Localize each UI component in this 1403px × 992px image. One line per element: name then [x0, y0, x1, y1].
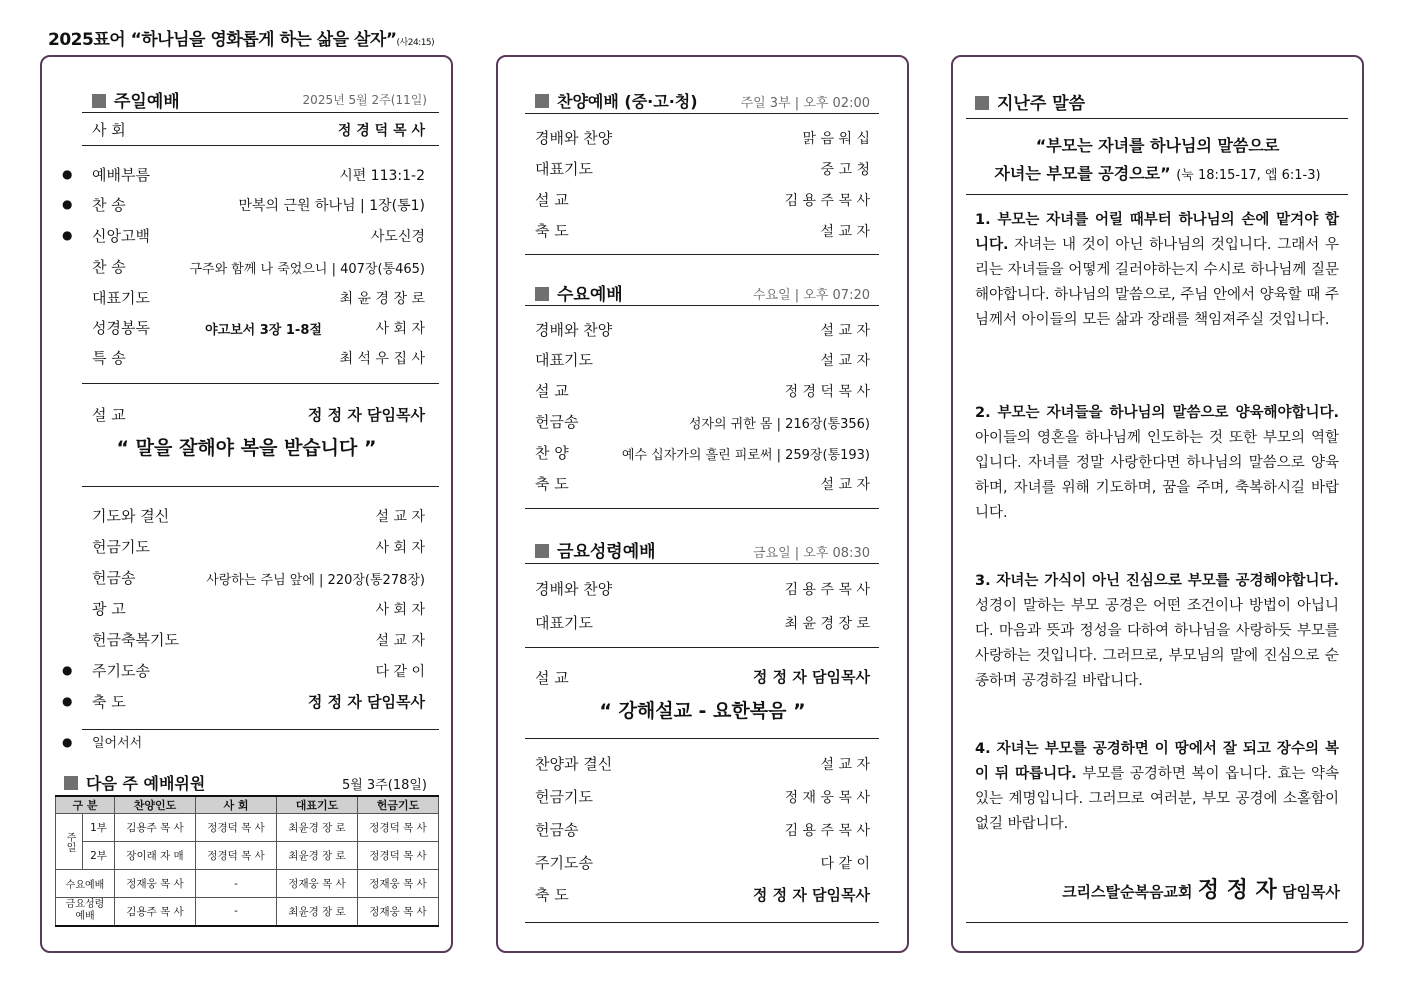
preacher: 정 정 자 담임목사 [752, 668, 870, 686]
order-label: 예배부름 [92, 166, 150, 184]
sermon-title: “ 강해설교 - 요한복음 ” [599, 700, 806, 722]
divider [525, 738, 879, 739]
order-label: 헌금송 [535, 413, 579, 431]
bullet-icon: ● [62, 735, 73, 749]
friday-service-time: 금요일 | 오후 08:30 [752, 546, 870, 561]
divider [525, 254, 879, 255]
order-value: 설 교 자 [820, 323, 870, 339]
column-header: 헌금기도 [358, 796, 439, 814]
order-value: 설 교 자 [375, 633, 425, 649]
weekday-services-panel [496, 55, 909, 953]
order-value: 사 회 자 [375, 321, 425, 337]
table-cell: 정재웅 목 사 [277, 870, 358, 898]
order-value: 설 교 자 [820, 477, 870, 493]
order-value: 김 용 주 목 사 [784, 823, 870, 839]
table-cell: 김용주 목 사 [115, 898, 196, 926]
divider [525, 647, 879, 648]
bullet-icon: ● [62, 663, 73, 677]
order-label: 대표기도 [535, 614, 593, 632]
bullet-icon: ● [62, 694, 73, 708]
title-reference: (사24:15) [396, 38, 435, 48]
order-label: 축 도 [535, 222, 569, 240]
divider [525, 563, 879, 564]
scripture-reference: (눅 18:15-17, 엡 6:1-3) [1176, 168, 1321, 183]
page-title: 2025표어 “하나님을 영화롭게 하는 삶을 살자”(사24:15) [48, 30, 435, 50]
order-label: 찬 양 [535, 444, 569, 462]
last-week-title: 지난주 말씀 [975, 89, 1085, 114]
order-label: 축 도 [535, 886, 569, 904]
order-label: 설 교 [535, 191, 569, 209]
sermon-point: 1. 부모는 자녀를 어릴 때부터 하나님의 손에 맡겨야 합니다. 자녀는 내 것이 아닌 하나님의 것입니다. 그래서 우리는 자녀들을 어떻게 길러야하는지 수시로 하나님께 질문해야합니다. 하나님의 말씀으로, 주님 안에서 양육할 때 주님께서 아이들의 모든 삶과 장래를 책임져주실 것입니다. [975, 212, 1339, 328]
table-cell: 정경덕 목 사 [196, 842, 277, 870]
square-bullet-icon [535, 544, 549, 558]
last-week-sermon-panel [951, 55, 1364, 953]
order-label: 헌금송 [535, 821, 579, 839]
divider [525, 113, 879, 114]
table-cell: 2부 [83, 842, 115, 870]
pastor-name: 정 정 자 [1197, 878, 1277, 903]
signature [1062, 873, 1340, 904]
order-value: 설 교 자 [375, 509, 425, 525]
table-row [56, 842, 439, 870]
youth-service-time: 주일 3부 | 오후 02:00 [740, 96, 870, 111]
divider [525, 922, 879, 923]
table-cell: - [196, 870, 277, 898]
divider [966, 118, 1348, 119]
column-header: 대표기도 [277, 796, 358, 814]
table-cell: 정재웅 목 사 [115, 870, 196, 898]
order-label: 설 교 [535, 382, 569, 400]
table-cell: 장이래 자 매 [115, 842, 196, 870]
divider [966, 922, 1348, 923]
order-label: 신앙고백 [92, 227, 150, 245]
square-bullet-icon [64, 776, 78, 790]
next-week-title: 다음 주 예배위원 [64, 771, 205, 794]
divider [966, 194, 1348, 195]
square-bullet-icon [535, 287, 549, 301]
order-value: 정 정 자 담임목사 [752, 886, 870, 904]
sunday-date: 2025년 5월 2주(11일) [302, 93, 427, 107]
order-label: 주기도송 [92, 662, 150, 680]
standing-note: 일어서서 [92, 736, 143, 751]
sunday-group-cell: 주일 [56, 814, 83, 870]
church-name: 크리스탈순복음교회 [1062, 883, 1193, 901]
divider [82, 145, 439, 146]
order-value: 성자의 귀한 몸 | 216장(통356) [688, 417, 870, 432]
table-cell: 최윤경 장 로 [277, 814, 358, 842]
table-cell: 김용주 목 사 [115, 814, 196, 842]
table-cell: 1부 [83, 814, 115, 842]
order-value: 정 재 웅 목 사 [784, 790, 870, 806]
sermon-title: “ 말을 잘해야 복을 받습니다 ” [116, 437, 377, 459]
order-value: 사랑하는 주님 앞에 | 220장(통278장) [206, 573, 425, 588]
square-bullet-icon [92, 94, 106, 108]
order-value: 구주와 함께 나 죽었으니 | 407장(통465) [189, 262, 425, 277]
order-value: 다 같 이 [375, 664, 425, 680]
table-cell: 정경덕 목 사 [358, 814, 439, 842]
order-label: 주기도송 [535, 854, 593, 872]
table-cell: 정재웅 목 사 [358, 898, 439, 926]
order-label: 헌금축복기도 [92, 631, 179, 649]
order-value: 김 용 주 목 사 [784, 193, 870, 209]
sunday-service-panel [40, 55, 453, 953]
order-value: 중 고 청 [820, 162, 870, 178]
order-value: 사 회 자 [375, 540, 425, 556]
table-cell: 정경덕 목 사 [358, 842, 439, 870]
order-label: 경배와 찬양 [535, 129, 613, 147]
preacher: 정 정 자 담임목사 [307, 406, 425, 424]
order-value: 시편 113:1-2 [339, 168, 425, 184]
order-value: 정 정 자 담임목사 [307, 693, 425, 711]
order-label: 대표기도 [535, 160, 593, 178]
divider [525, 305, 879, 306]
order-value: 최 윤 경 장 로 [339, 291, 425, 307]
sunday-title: 주일예배 [92, 87, 180, 112]
divider [82, 383, 439, 384]
order-value: 사도신경 [370, 229, 425, 245]
sermon-point: 2. 부모는 자녀들을 하나님의 말씀으로 양육해야합니다. 아이들의 영혼을 하나님께 인도하는 것 또한 부모의 역할입니다. 자녀를 정말 사랑한다면 하나님의 말씀으로 양육하며, 자녀를 위해 기도하며, 꿈을 주며, 축복하시길 바랍니다. [975, 405, 1339, 521]
next-week-table [55, 795, 439, 927]
sermon-label: 설 교 [92, 406, 126, 424]
order-value: 설 교 자 [820, 353, 870, 369]
table-cell: - [196, 898, 277, 926]
order-label: 경배와 찬양 [535, 580, 613, 598]
order-value: 다 같 이 [820, 856, 870, 872]
sermon-quote-line1: “부모는 자녀를 하나님의 말씀으로 [1035, 136, 1280, 155]
youth-service-title: 찬양예배 (중·고·청) [535, 89, 698, 112]
order-label: 헌금송 [92, 569, 136, 587]
leader-value: 정 경 덕 목 사 [337, 123, 425, 139]
order-value: 최 윤 경 장 로 [784, 616, 870, 632]
sermon-quote-line2: 자녀는 부모를 공경으로” (눅 18:15-17, 엡 6:1-3) [994, 164, 1321, 183]
order-label: 찬 송 [92, 258, 126, 276]
order-value: 정 경 덕 목 사 [784, 384, 870, 400]
bullet-icon: ● [62, 167, 73, 181]
column-header: 사 회 [196, 796, 277, 814]
leader-label: 사 회 [92, 121, 126, 139]
table-cell: 수요예배 [56, 870, 115, 898]
order-value: 예수 십자가의 흘린 피로써 | 259장(통193) [621, 448, 870, 463]
order-label: 특 송 [92, 349, 126, 367]
wednesday-service-title: 수요예배 [535, 280, 623, 305]
column-header: 구 분 [56, 796, 115, 814]
order-label: 축 도 [92, 693, 126, 711]
order-label: 찬양과 결신 [535, 755, 613, 773]
order-value: 김 용 주 목 사 [784, 582, 870, 598]
bullet-icon: ● [62, 197, 73, 211]
table-cell: 최윤경 장 로 [277, 842, 358, 870]
order-label: 대표기도 [535, 351, 593, 369]
table-row [56, 870, 439, 898]
wednesday-service-time: 수요일 | 오후 07:20 [752, 288, 870, 303]
order-label: 기도와 결신 [92, 507, 170, 525]
sermon-point: 4. 자녀는 부모를 공경하면 이 땅에서 잘 되고 장수의 복이 뒤 따릅니다. 부모를 공경하면 복이 옵니다. 효는 약속 있는 계명입니다. 그러므로 여러분, 부모 공경에 소홀함이 없길 바랍니다. [975, 741, 1339, 832]
friday-service-title: 금요성령예배 [535, 537, 656, 562]
order-value: 맑 음 워 십 [802, 131, 870, 147]
column-header: 찬양인도 [115, 796, 196, 814]
order-label: 헌금기도 [535, 788, 593, 806]
order-value: 만복의 근원 하나님 | 1장(통1) [238, 198, 425, 214]
square-bullet-icon [975, 96, 989, 110]
order-value: 설 교 자 [820, 224, 870, 240]
order-label: 축 도 [535, 475, 569, 493]
order-label: 경배와 찬양 [535, 321, 613, 339]
table-row [56, 898, 439, 926]
table-cell: 정경덕 목 사 [196, 814, 277, 842]
table-header-row [56, 796, 439, 814]
order-value: 설 교 자 [820, 757, 870, 773]
order-label: 대표기도 [92, 289, 150, 307]
square-bullet-icon [535, 94, 549, 108]
table-cell: 최윤경 장 로 [277, 898, 358, 926]
order-label: 헌금기도 [92, 538, 150, 556]
bullet-icon: ● [62, 228, 73, 242]
sermon-point: 3. 자녀는 가식이 아닌 진심으로 부모를 공경해야합니다. 성경이 말하는 부모 공경은 어떤 조건이나 방법이 아닙니다. 마음과 뜻과 정성을 다하여 하나님을 사랑하듯 부모를 사랑하는 것입니다. 그러므로, 부모님의 말에 진심으로 순종하며 공경하길 바랍니다. [975, 573, 1339, 689]
order-label: 광 고 [92, 600, 126, 618]
order-label: 찬 송 [92, 196, 126, 214]
table-row [56, 814, 439, 842]
divider [525, 508, 879, 509]
table-cell: 정재웅 목 사 [358, 870, 439, 898]
sermon-label: 설 교 [535, 669, 569, 687]
divider [82, 112, 439, 113]
table-cell: 금요성령 예배 [56, 898, 115, 926]
order-label: 성경봉독 [92, 319, 150, 337]
divider [82, 729, 439, 730]
order-value: 사 회 자 [375, 602, 425, 618]
pastor-title: 담임목사 [1282, 883, 1340, 901]
divider [82, 486, 439, 487]
order-value: 최 석 우 집 사 [339, 351, 425, 367]
next-week-date: 5월 3주(18일) [341, 778, 427, 793]
scripture-reading: 야고보서 3장 1-8절 [205, 323, 322, 338]
